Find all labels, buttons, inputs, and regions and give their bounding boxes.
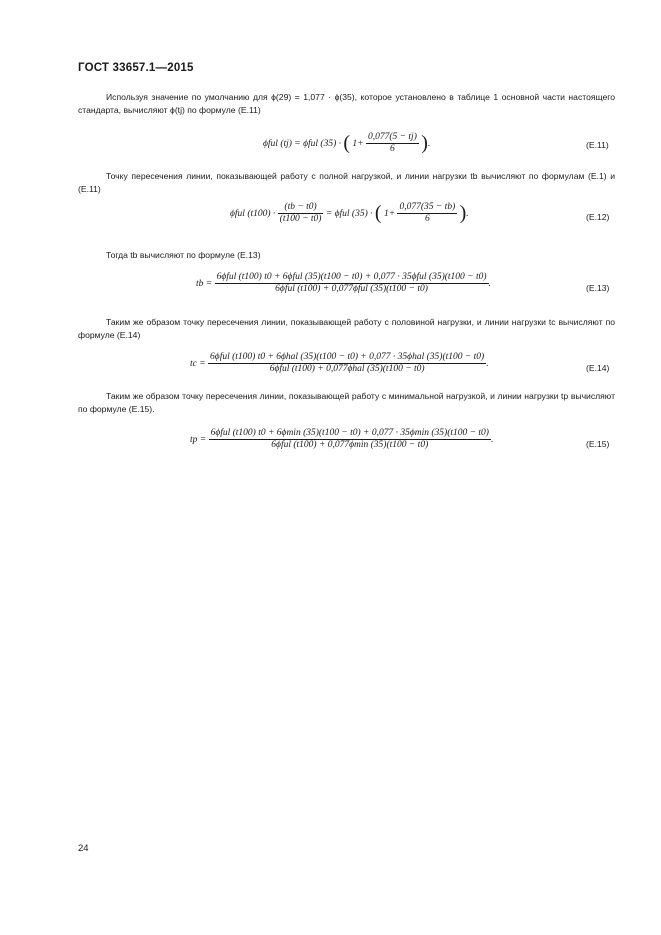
paragraph-intersection-min: Таким же образом точку пересечения линии, показывающей работу с минимальной нагрузкой, и линии нагрузки tp вычисляют по формуле (Е.15).	[78, 391, 615, 414]
formula-e12-fraction-1	[278, 202, 324, 225]
formula-e12-numerator-2: 0,077(35 − tb)	[399, 202, 456, 212]
formula-e13	[78, 270, 615, 306]
formula-e12	[78, 200, 615, 236]
formula-e14-lhs: tc =	[190, 358, 206, 369]
formula-e14-fraction	[208, 352, 489, 375]
paragraph-then-tb: Тогда tb вычисляют по формуле (Е.13)	[106, 250, 261, 260]
formula-e15-fraction	[209, 428, 494, 451]
paren-open: (	[343, 132, 351, 154]
formula-e11-denominator: 6	[390, 144, 395, 154]
formula-e14-tail: .	[486, 358, 489, 369]
formula-e11	[78, 128, 615, 164]
formula-e15-label: (E.15)	[586, 439, 610, 449]
formula-e11-fraction	[366, 132, 419, 155]
formula-e14	[78, 350, 615, 386]
paren-open: (	[374, 202, 382, 224]
formula-e12-tail: .	[466, 208, 469, 219]
formula-e15-tail: .	[490, 434, 494, 445]
formula-e14-denominator: 6ϕful (t100) + 0,077ϕhal (35)(t100 − t0)	[269, 364, 425, 374]
formula-e11-numerator: 0,077(5 − tj)	[367, 132, 417, 142]
paragraph-intersection-half: Таким же образом точку пересечения линии, показывающей работу с половиной нагрузки, и линии нагрузки tc вычисляют по формуле (Е.14)	[78, 317, 615, 340]
formula-e14-label: (E.14)	[586, 363, 610, 373]
formula-e13-lhs: tb =	[196, 278, 213, 289]
formula-e14-numerator: 6ϕful (t100) t0 + 6ϕhal (35)(t100 − t0) + 0,077 · 35ϕhal (35)(t100 − t0)	[210, 352, 485, 362]
formula-e12-fraction-2	[397, 202, 457, 225]
formula-e12-one-plus: 1+	[383, 208, 396, 219]
formula-e13-label: (E.13)	[586, 283, 610, 293]
formula-e11-one-plus: 1+	[352, 138, 364, 149]
formula-e12-lhs: ϕful (t100) ·	[230, 208, 276, 219]
formula-e13-tail: .	[488, 278, 491, 289]
formula-e11-lhs: ϕful (tj) = ϕful (35) ·	[263, 138, 341, 149]
document-header: ГОСТ 33657.1—2015	[78, 62, 194, 74]
formula-e15	[78, 426, 615, 462]
formula-e13-denominator: 6ϕful (t100) + 0,077ϕful (35)(t100 − t0)	[275, 284, 428, 294]
formula-e13-numerator: 6ϕful (t100) t0 + 6ϕful (35)(t100 − t0) + 0,077 · 35ϕful (35)(t100 − t0)	[216, 272, 487, 282]
formula-e12-denominator-2: 6	[424, 214, 430, 224]
paragraph-intro: Используя значение по умолчанию для ϕ(29) = 1,077 · ϕ(35), которое установлено в таблице 1 основной части настоящего стандарта, вычисляют ϕ(tj) по формуле (Е.11)	[78, 92, 615, 115]
formula-e11-label: (E.11)	[586, 140, 609, 150]
formula-e12-mid: = ϕful (35) ·	[325, 208, 373, 219]
formula-e15-lhs: tp =	[190, 434, 207, 445]
formula-e15-numerator: 6ϕful (t100) t0 + 6ϕmin (35)(t100 − t0) + 0,077 · 35ϕmin (35)(t100 − t0)	[210, 428, 489, 438]
paren-close: )	[421, 132, 428, 154]
formula-e15-denominator: 6ϕful (t100) + 0,077ϕmin (35)(t100 − t0)	[271, 440, 429, 450]
formula-e12-numerator-1: (tb − t0)	[278, 202, 324, 214]
formula-e12-denominator-1: (t100 − t0)	[279, 214, 322, 224]
formula-e11-tail: .	[427, 138, 431, 149]
formula-e13-fraction	[215, 272, 489, 295]
paragraph-intersection-full: Точку пересечения линии, показывающей работу с полной нагрузкой, и линии нагрузки tb вычисляют по формулам (Е.1) и (Е.11)	[78, 171, 615, 194]
page-number: 24	[78, 843, 89, 854]
paren-close: )	[459, 202, 467, 224]
formula-e12-label: (E.12)	[586, 212, 610, 222]
